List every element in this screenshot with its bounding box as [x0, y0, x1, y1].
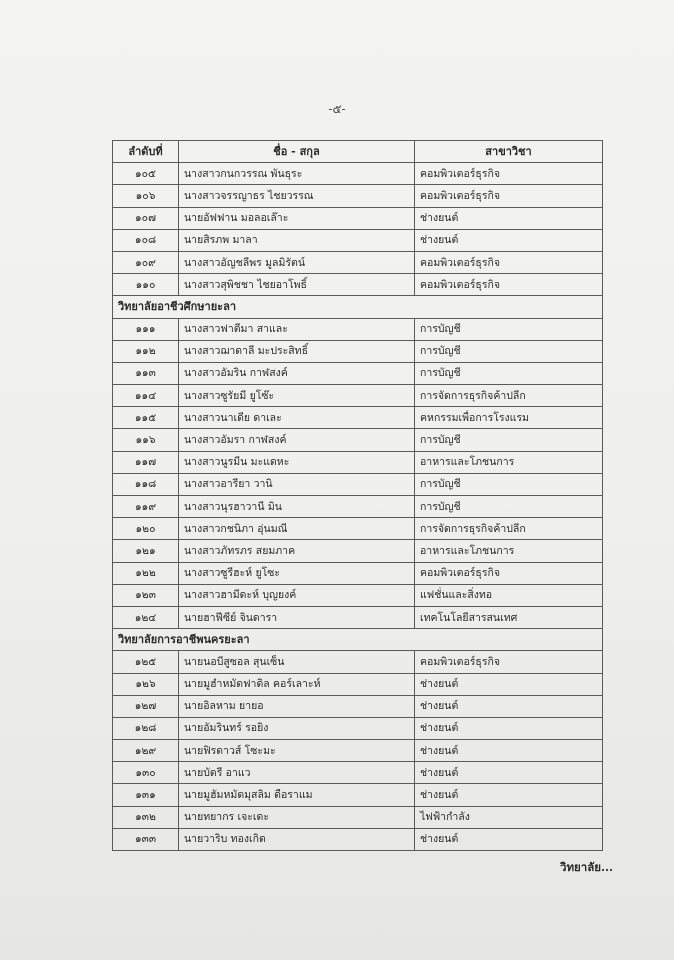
row-number: ๑๑๐	[113, 274, 179, 296]
table-body	[113, 163, 603, 851]
student-major: การบัญชี	[415, 362, 603, 384]
student-name: นางสาวอัญชลีพร มูลมิรัตน์	[179, 251, 415, 273]
row-number: ๑๐๗	[113, 207, 179, 229]
student-name: นางสาวอัมรา กาฬสงค์	[179, 429, 415, 451]
student-major: ช่างยนต์	[415, 717, 603, 739]
student-name: นางสาวนาเดีย ดาเละ	[179, 407, 415, 429]
row-number: ๑๓๓	[113, 828, 179, 850]
student-name: นางสาวนุรฮาวานี มิน	[179, 496, 415, 518]
section-row	[113, 296, 603, 318]
student-major: ช่างยนต์	[415, 207, 603, 229]
student-name: นายมูฮัมหมัดมุสลิม ดือราแม	[179, 784, 415, 806]
table-row	[113, 318, 603, 340]
student-name: นายอัฟฟาน มอลอเล๊าะ	[179, 207, 415, 229]
student-name: นางสาวกชนิภา อุ่นมณี	[179, 518, 415, 540]
student-major: ไฟฟ้ากำลัง	[415, 806, 603, 828]
student-name: นางสาวสุพิชชา ไชยอาโพธิ์	[179, 274, 415, 296]
table-header-row	[113, 141, 603, 163]
table-row	[113, 473, 603, 495]
student-major: คอมพิวเตอร์ธุรกิจ	[415, 251, 603, 273]
table-row	[113, 540, 603, 562]
table-row	[113, 362, 603, 384]
row-number: ๑๑๑	[113, 318, 179, 340]
row-number: ๑๒๐	[113, 518, 179, 540]
table-row	[113, 784, 603, 806]
row-number: ๑๓๑	[113, 784, 179, 806]
table-row	[113, 496, 603, 518]
table-row	[113, 673, 603, 695]
table-row	[113, 762, 603, 784]
row-number: ๑๒๓	[113, 584, 179, 606]
student-name: นางสาวนูรมีน มะแดหะ	[179, 451, 415, 473]
table-row	[113, 385, 603, 407]
student-major: ช่างยนต์	[415, 229, 603, 251]
table-row	[113, 185, 603, 207]
table-row	[113, 274, 603, 296]
student-name: นางสาวฟาตีมา สาและ	[179, 318, 415, 340]
student-major: ช่างยนต์	[415, 740, 603, 762]
student-major: อาหารและโภชนการ	[415, 540, 603, 562]
student-major: คอมพิวเตอร์ธุรกิจ	[415, 274, 603, 296]
header-no: ลำดับที่	[113, 141, 179, 163]
student-major: การจัดการธุรกิจค้าปลีก	[415, 518, 603, 540]
student-name: นายมูฮำหมัดฟาดิล คอร์เลาะห์	[179, 673, 415, 695]
table-row	[113, 407, 603, 429]
table-row	[113, 518, 603, 540]
row-number: ๑๑๖	[113, 429, 179, 451]
student-major: คอมพิวเตอร์ธุรกิจ	[415, 651, 603, 673]
student-table	[112, 140, 603, 851]
row-number: ๑๐๖	[113, 185, 179, 207]
student-name: นางสาวจรรญาธร ไชยวรรณ	[179, 185, 415, 207]
student-major: การบัญชี	[415, 473, 603, 495]
row-number: ๑๒๗	[113, 695, 179, 717]
row-number: ๑๒๘	[113, 717, 179, 739]
section-row	[113, 629, 603, 651]
student-major: การบัญชี	[415, 496, 603, 518]
table-row	[113, 429, 603, 451]
student-major: ช่างยนต์	[415, 828, 603, 850]
table-row	[113, 251, 603, 273]
student-name: นายอิลหาม ยายอ	[179, 695, 415, 717]
table-row	[113, 163, 603, 185]
student-major: คอมพิวเตอร์ธุรกิจ	[415, 163, 603, 185]
table-row	[113, 340, 603, 362]
page-number: -๕-	[328, 102, 346, 116]
student-name: นายอัมรินทร์ รอยิง	[179, 717, 415, 739]
section-title: วิทยาลัยการอาชีพนครยะลา	[113, 629, 603, 651]
student-major: อาหารและโภชนการ	[415, 451, 603, 473]
row-number: ๑๒๒	[113, 562, 179, 584]
table-row	[113, 562, 603, 584]
student-major: เทคโนโลยีสารสนเทศ	[415, 606, 603, 628]
table-row	[113, 229, 603, 251]
table-row	[113, 584, 603, 606]
student-name: นางสาวฮามีดะห์ บุญยงค์	[179, 584, 415, 606]
table-row	[113, 606, 603, 628]
student-name: นายวาริบ ทองเกิด	[179, 828, 415, 850]
student-name: นางสาวฌาดาลี มะประสิทธิ์	[179, 340, 415, 362]
row-number: ๑๒๙	[113, 740, 179, 762]
section-title: วิทยาลัยอาชีวศึกษายะลา	[113, 296, 603, 318]
row-number: ๑๒๑	[113, 540, 179, 562]
header-name: ชื่อ - สกุล	[179, 141, 415, 163]
student-major: การบัญชี	[415, 429, 603, 451]
table-row	[113, 828, 603, 850]
student-name: นางสาวอัมริน กาฬสงค์	[179, 362, 415, 384]
row-number: ๑๑๕	[113, 407, 179, 429]
student-name: นางสาวภัทรภร สยมภาค	[179, 540, 415, 562]
row-number: ๑๑๓	[113, 362, 179, 384]
student-name: นางสาวอารียา วานิ	[179, 473, 415, 495]
student-name: นายฟิรดาวส์ โซะมะ	[179, 740, 415, 762]
student-major: คอมพิวเตอร์ธุรกิจ	[415, 185, 603, 207]
student-major: การจัดการธุรกิจค้าปลีก	[415, 385, 603, 407]
row-number: ๑๐๘	[113, 229, 179, 251]
row-number: ๑๑๘	[113, 473, 179, 495]
table-row	[113, 651, 603, 673]
row-number: ๑๓๒	[113, 806, 179, 828]
row-number: ๑๑๗	[113, 451, 179, 473]
student-major: ช่างยนต์	[415, 673, 603, 695]
student-name: นายสิรภพ มาลา	[179, 229, 415, 251]
student-major: คหกรรมเพื่อการโรงแรม	[415, 407, 603, 429]
student-name: นายบัดรี อาแว	[179, 762, 415, 784]
student-major: คอมพิวเตอร์ธุรกิจ	[415, 562, 603, 584]
row-number: ๑๓๐	[113, 762, 179, 784]
student-name: นายฮาฟีซีย์ จินดารา	[179, 606, 415, 628]
student-major: ช่างยนต์	[415, 784, 603, 806]
row-number: ๑๒๔	[113, 606, 179, 628]
row-number: ๑๐๕	[113, 163, 179, 185]
table-row	[113, 207, 603, 229]
row-number: ๑๑๒	[113, 340, 179, 362]
student-name: นายนอบีสูซอล สุนเซ็น	[179, 651, 415, 673]
student-major: ช่างยนต์	[415, 762, 603, 784]
student-major: ช่างยนต์	[415, 695, 603, 717]
continuation-text: วิทยาลัย...	[560, 860, 614, 874]
row-number: ๑๒๖	[113, 673, 179, 695]
row-number: ๑๑๔	[113, 385, 179, 407]
table-row	[113, 806, 603, 828]
student-name: นางสาวซูรัยมี ยูโซ๊ะ	[179, 385, 415, 407]
table-row	[113, 695, 603, 717]
table-row	[113, 451, 603, 473]
row-number: ๑๒๕	[113, 651, 179, 673]
row-number: ๑๑๙	[113, 496, 179, 518]
student-name: นางสาวกนกวรรณ พันธุระ	[179, 163, 415, 185]
table-row	[113, 740, 603, 762]
header-major: สาขาวิชา	[415, 141, 603, 163]
student-major: การบัญชี	[415, 340, 603, 362]
table-row	[113, 717, 603, 739]
student-major: แฟชั่นและสิ่งทอ	[415, 584, 603, 606]
student-name: นางสาวซูรีฮะห์ ยูโซะ	[179, 562, 415, 584]
student-name: นายทยากร เจะเดะ	[179, 806, 415, 828]
student-major: การบัญชี	[415, 318, 603, 340]
row-number: ๑๐๙	[113, 251, 179, 273]
